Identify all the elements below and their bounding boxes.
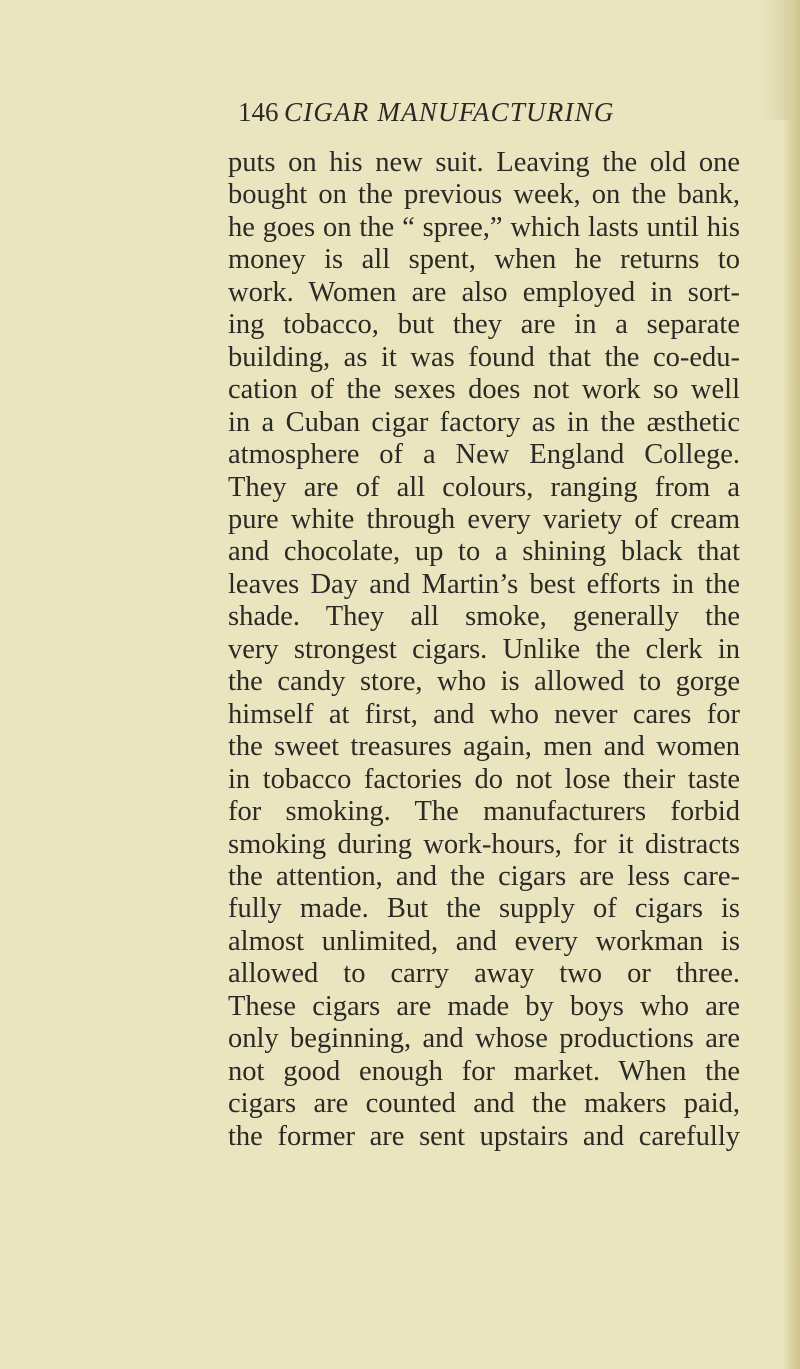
text-line: the attention, and the cigars are less care-: [228, 860, 740, 892]
text-line: work. Women are also employed in sort-: [228, 276, 740, 308]
text-line: in a Cuban cigar factory as in the æsthetic: [228, 406, 740, 438]
text-line: bought on the previous week, on the bank,: [228, 179, 740, 211]
text-line: smoking during work-hours, for it distracts: [228, 828, 740, 860]
text-line: These cigars are made by boys who are: [228, 990, 740, 1022]
text-line: leaves Day and Martin’s best efforts in the: [228, 568, 740, 600]
text-line: almost unlimited, and every workman is: [228, 925, 740, 957]
text-line: fully made. But the supply of cigars is: [228, 893, 740, 925]
page-header: [238, 95, 718, 135]
text-line: cigars are counted and the makers paid,: [228, 1088, 740, 1120]
text-line: in tobacco factories do not lose their taste: [228, 763, 740, 795]
running-head: CIGAR MANUFACTURING: [284, 97, 615, 127]
text-line: cation of the sexes does not work so well: [228, 374, 740, 406]
text-line: They are of all colours, ranging from a: [228, 471, 740, 503]
text-line: atmosphere of a New England College.: [228, 439, 740, 471]
page-number: 146: [238, 97, 279, 127]
text-line: pure white through every variety of cream: [228, 503, 740, 535]
text-line: himself at first, and who never cares for: [228, 698, 740, 730]
text-line: puts on his new suit. Leaving the old one: [228, 147, 740, 178]
text-line: not good enough for market. When the: [228, 1055, 740, 1087]
text-line: building, as it was found that the co-edu-: [228, 341, 740, 373]
text-line: shade. They all smoke, generally the: [228, 601, 740, 633]
text-line: money is all spent, when he returns to: [228, 244, 740, 276]
text-line: only beginning, and whose productions are: [228, 1023, 740, 1055]
text-line: he goes on the “ spree,” which lasts until his: [228, 211, 740, 243]
text-line: the sweet treasures again, men and women: [228, 731, 740, 763]
text-line: the candy store, who is allowed to gorge: [228, 666, 740, 698]
text-line: the former are sent upstairs and carefully: [228, 1120, 740, 1152]
text-line: allowed to carry away two or three.: [228, 958, 740, 990]
text-line: for smoking. The manufacturers forbid: [228, 796, 740, 828]
text-line: and chocolate, up to a shining black that: [228, 536, 740, 568]
body-text: [228, 147, 740, 1153]
page-edge-shadow: [782, 0, 800, 1369]
text-line: very strongest cigars. Unlike the clerk in: [228, 633, 740, 665]
text-line: ing tobacco, but they are in a separate: [228, 309, 740, 341]
